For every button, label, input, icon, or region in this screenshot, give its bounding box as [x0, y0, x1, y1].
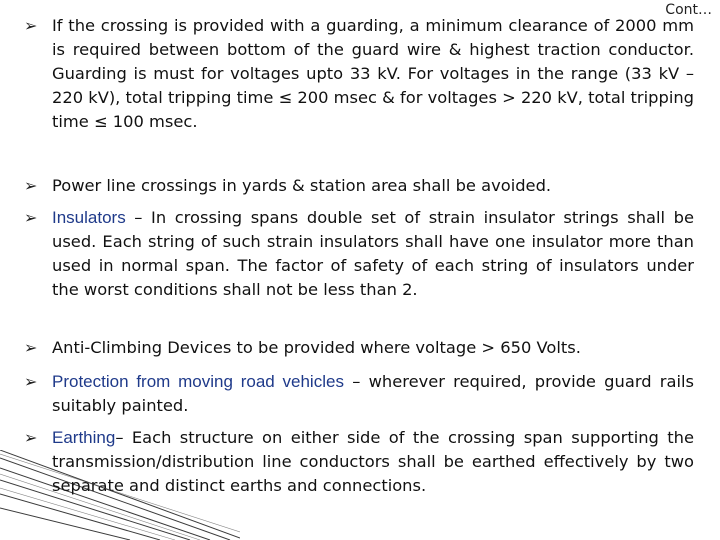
- continued-label: Cont…: [665, 2, 712, 18]
- bullet-text: – In crossing spans double set of strain insulator strings shall be used. Each string of such strain insulators shall have one insulator more than used in normal span. The factor of safety of each string of insulators under the worst conditions shall not be less than 2.: [52, 208, 694, 299]
- arrow-bullet-icon: ➢: [24, 208, 38, 227]
- bullet-text: – Each structure on either side of the crossing span supporting the transmission/distribution line conductors shall be earthed effectively by two separate and distinct earths and connections.: [52, 428, 694, 495]
- bullet-keyword: Insulators: [52, 208, 126, 227]
- bullet-keyword: Protection from moving road vehicles: [52, 372, 344, 391]
- bullet-text: – wherever required, provide guard rails suitably painted.: [52, 372, 694, 415]
- arrow-bullet-icon: ➢: [24, 16, 38, 35]
- bullet-item-anti-climbing: [24, 336, 694, 360]
- decorative-corner-lines: [0, 450, 240, 540]
- bullet-item-protection: [24, 370, 694, 418]
- bullet-item-guarding: [24, 14, 694, 134]
- arrow-bullet-icon: ➢: [24, 428, 38, 447]
- bullet-text: Power line crossings in yards & station area shall be avoided.: [52, 176, 552, 195]
- bullet-text: Anti-Climbing Devices to be provided where voltage > 650 Volts.: [52, 338, 581, 357]
- arrow-bullet-icon: ➢: [24, 338, 38, 357]
- bullet-keyword: Earthing: [52, 428, 116, 447]
- bullet-item-yards: [24, 174, 694, 198]
- arrow-bullet-icon: ➢: [24, 372, 38, 391]
- bullet-text: If the crossing is provided with a guarding, a minimum clearance of 2000 mm is required between bottom of the guard wire & highest traction conductor. Guarding is must for voltages upto 33 kV. For voltages in the range (33 kV – 220 kV), total tripping time ≤ 200 msec & for voltages > 220 kV, total tripping time ≤ 100 msec.: [52, 16, 694, 131]
- arrow-bullet-icon: ➢: [24, 176, 38, 195]
- bullet-item-insulators: [24, 206, 694, 302]
